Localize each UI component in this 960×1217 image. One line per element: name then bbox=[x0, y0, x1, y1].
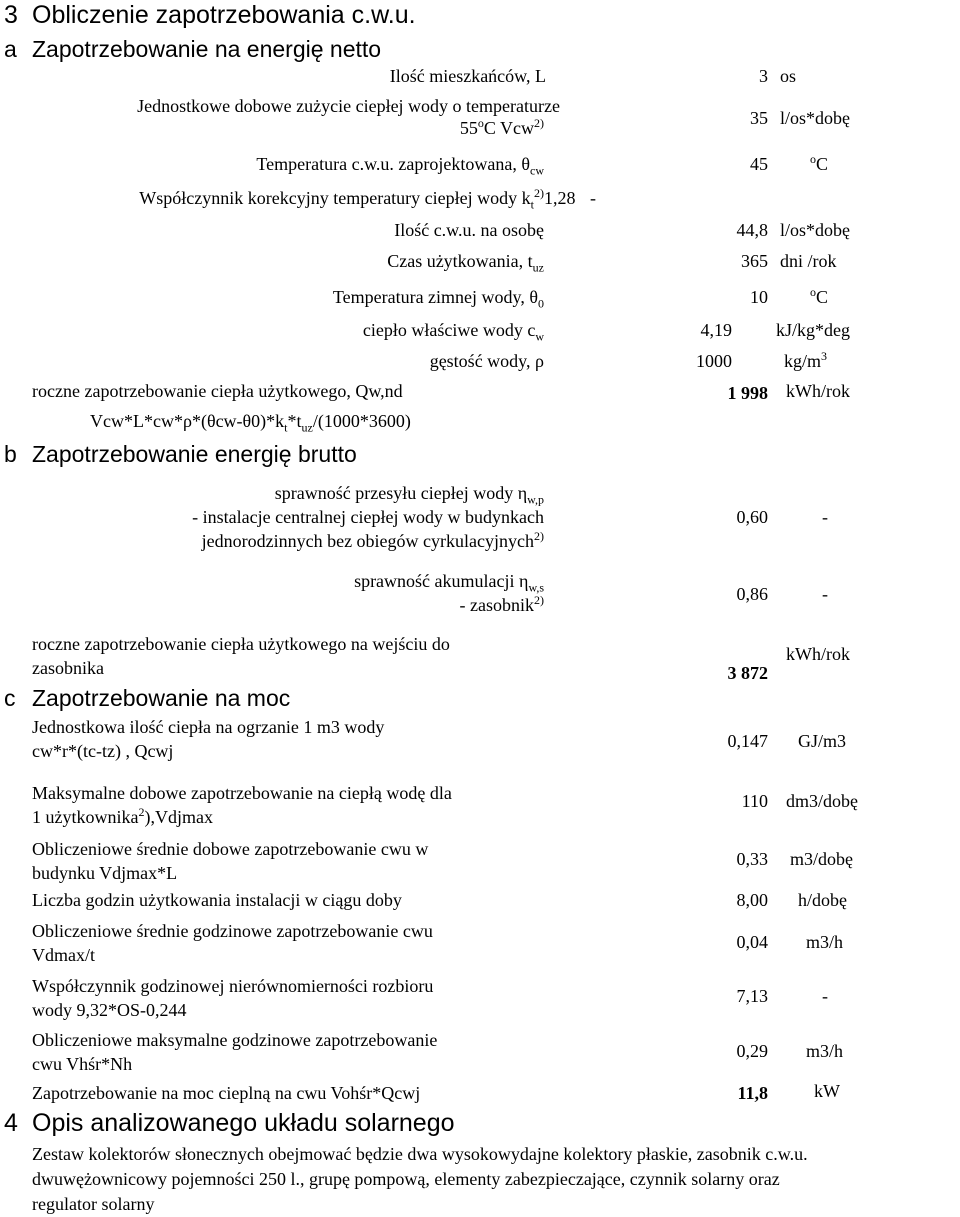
value-avg-hourly: 0,04 bbox=[736, 932, 768, 952]
subsection-letter-b: b bbox=[4, 441, 17, 467]
value-tank-demand: 3 872 bbox=[727, 663, 768, 683]
label-water-density: gęstość wody, ρ bbox=[429, 351, 544, 371]
value-specific-heat: 4,19 bbox=[700, 320, 732, 340]
label-correction-factor: Współczynnik korekcyjny temperatury ciepłej wody $k_t^{2)}$ bbox=[139, 186, 544, 212]
unit-max-hourly: m3/h bbox=[806, 1041, 844, 1061]
label-avg-hourly-line2: Vdmax/t bbox=[32, 945, 95, 965]
unit-water-density: $kg/m^3$ bbox=[784, 349, 828, 371]
label-usage-hours: Liczba godzin użytkowania instalacji w ciągu doby bbox=[32, 890, 402, 910]
description-line3: regulator solarny bbox=[32, 1194, 155, 1214]
label-tank-demand-line2: zasobnika bbox=[32, 658, 104, 678]
value-storage-efficiency: 0,86 bbox=[736, 584, 768, 604]
unit-unit-consumption: l/os*dobę bbox=[780, 108, 850, 128]
label-max-hourly-line1: Obliczeniowe maksymalne godzinowe zapotrzebowanie bbox=[32, 1030, 438, 1050]
label-storage-efficiency-line2: - zasobnik$^{2)}$ bbox=[459, 593, 544, 615]
label-water-per-person: Ilość c.w.u. na osobę bbox=[394, 220, 544, 240]
value-water-density: 1000 bbox=[696, 351, 732, 371]
unit-water-per-person: l/os*dobę bbox=[780, 220, 850, 240]
label-transmission-efficiency-line1: sprawność przesyłu ciepłej wody $\eta_{w,p}$ bbox=[274, 483, 544, 507]
label-transmission-efficiency-line2: - instalacje centralnej ciepłej wody w budynkach bbox=[192, 507, 544, 527]
subsection-letter-c: c bbox=[4, 685, 16, 711]
value-annual-heat-demand: 1 998 bbox=[727, 383, 768, 403]
unit-storage-efficiency: - bbox=[822, 584, 828, 604]
label-max-daily-line1: Maksymalne dobowe zapotrzebowanie na ciepłą wodę dla bbox=[32, 783, 452, 803]
unit-heat-power-demand: kW bbox=[814, 1081, 840, 1101]
label-avg-daily-line2: budynku Vdjmax*L bbox=[32, 863, 178, 883]
unit-specific-heat: kJ/kg*deg bbox=[776, 320, 850, 340]
label-avg-daily-line1: Obliczeniowe średnie dobowe zapotrzebowanie cwu w bbox=[32, 839, 429, 859]
value-heat-power-demand: 11,8 bbox=[737, 1083, 768, 1103]
label-unit-consumption-line1: Jednostkowe dobowe zużycie ciepłej wody o temperaturze bbox=[137, 96, 560, 116]
unit-annual-heat-demand: kWh/rok bbox=[786, 381, 850, 401]
label-cold-water-temperature: Temperatura zimnej wody, $\theta_0$ bbox=[332, 287, 544, 311]
label-max-daily-line2: 1 użytkownika$^2$),Vdjmax bbox=[32, 805, 213, 827]
label-specific-heat: ciepło właściwe wody $c_w$ bbox=[362, 320, 544, 344]
value-max-daily: 110 bbox=[741, 791, 768, 811]
label-heat-power-demand: Zapotrzebowanie na moc cieplną na cwu Vohśr*Qcwj bbox=[32, 1083, 421, 1103]
unit-tank-demand: kWh/rok bbox=[786, 644, 850, 664]
label-tank-demand-line1: roczne zapotrzebowanie ciepła użytkowego na wejściu do bbox=[32, 634, 450, 654]
unit-usage-hours: h/dobę bbox=[798, 890, 847, 910]
value-avg-daily: 0,33 bbox=[736, 849, 768, 869]
unit-max-daily: dm3/dobę bbox=[786, 791, 858, 811]
subsection-letter-a: a bbox=[4, 36, 17, 62]
unit-unevenness-coefficient: - bbox=[822, 986, 828, 1006]
value-correction-factor: 1,28 bbox=[544, 188, 576, 208]
label-unit-heat-line2: cw*r*(tc-tz) , Qcwj bbox=[32, 741, 174, 761]
subsection-title-c: Zapotrzebowanie na moc bbox=[32, 685, 291, 711]
label-unit-heat-line1: Jednostkowa ilość ciepła na ogrzanie 1 m3 wody bbox=[32, 717, 385, 737]
unit-correction-factor: - bbox=[590, 188, 596, 208]
label-unevenness-coefficient-line1: Współczynnik godzinowej nierównomierności rozbioru bbox=[32, 976, 434, 996]
label-unevenness-coefficient-line2: wody 9,32*OS-0,244 bbox=[32, 1000, 187, 1020]
label-storage-efficiency-line1: sprawność akumulacji $\eta_{w,s}$ bbox=[354, 571, 544, 595]
unit-cold-water-temperature: $^o$C bbox=[810, 285, 829, 307]
label-avg-hourly-line1: Obliczeniowe średnie godzinowe zapotrzebowanie cwu bbox=[32, 921, 433, 941]
label-usage-time: Czas użytkowania, $t_{uz}$ bbox=[387, 251, 544, 275]
description-line1: Zestaw kolektorów słonecznych obejmować będzie dwa wysokowydajne kolektory płaskie, zasobnik c.w.u. bbox=[32, 1144, 808, 1164]
value-design-temperature: 45 bbox=[750, 154, 768, 174]
unit-residents: os bbox=[780, 66, 797, 86]
label-max-hourly-line2: cwu Vhśr*Nh bbox=[32, 1054, 133, 1074]
subsection-title-a: Zapotrzebowanie na energię netto bbox=[32, 36, 382, 62]
unit-usage-time: dni /rok bbox=[780, 251, 837, 271]
section-number-4: 4 bbox=[4, 1109, 18, 1137]
label-transmission-efficiency-line3: jednorodzinnych bez obiegów cyrkulacyjnych$^{2)}$ bbox=[201, 529, 544, 551]
unit-design-temperature: $^o$C bbox=[810, 152, 829, 174]
unit-unit-heat: GJ/m3 bbox=[798, 731, 847, 751]
section-title: Obliczenie zapotrzebowania c.w.u. bbox=[32, 1, 416, 29]
value-transmission-efficiency: 0,60 bbox=[736, 507, 768, 527]
unit-avg-hourly: m3/h bbox=[806, 932, 844, 952]
value-unit-heat: 0,147 bbox=[727, 731, 768, 751]
label-unit-consumption-line2: 55$^o$C Vcw$^{2)}$ bbox=[459, 116, 544, 138]
value-usage-hours: 8,00 bbox=[736, 890, 768, 910]
value-cold-water-temperature: 10 bbox=[750, 287, 768, 307]
unit-transmission-efficiency: - bbox=[822, 507, 828, 527]
section-number: 3 bbox=[4, 1, 18, 29]
unit-avg-daily: m3/dobę bbox=[790, 849, 853, 869]
formula-annual-heat-demand: $Vcw*L*cw*\rho*(\theta cw-\theta 0)*k_t*t_{uz}/(1000*3600)$ bbox=[90, 411, 411, 435]
value-unit-consumption: 35 bbox=[750, 108, 768, 128]
value-residents: 3 bbox=[759, 66, 768, 86]
section-title-4: Opis analizowanego układu solarnego bbox=[32, 1109, 455, 1137]
label-residents: Ilość mieszkańców, L bbox=[389, 66, 546, 86]
value-unevenness-coefficient: 7,13 bbox=[736, 986, 768, 1006]
value-usage-time: 365 bbox=[741, 251, 768, 271]
label-design-temperature: Temperatura c.w.u. zaprojektowana, $\theta_{cw}$ bbox=[256, 154, 544, 178]
subsection-title-b: Zapotrzebowanie energię brutto bbox=[32, 441, 357, 467]
label-annual-heat-demand: roczne zapotrzebowanie ciepła użytkowego, Qw,nd bbox=[32, 381, 403, 401]
value-max-hourly: 0,29 bbox=[736, 1041, 768, 1061]
description-line2: dwuwężownicowy pojemności 250 l., grupę pompową, elementy zabezpieczające, czynnik solarny oraz bbox=[32, 1169, 780, 1189]
value-water-per-person: 44,8 bbox=[736, 220, 768, 240]
